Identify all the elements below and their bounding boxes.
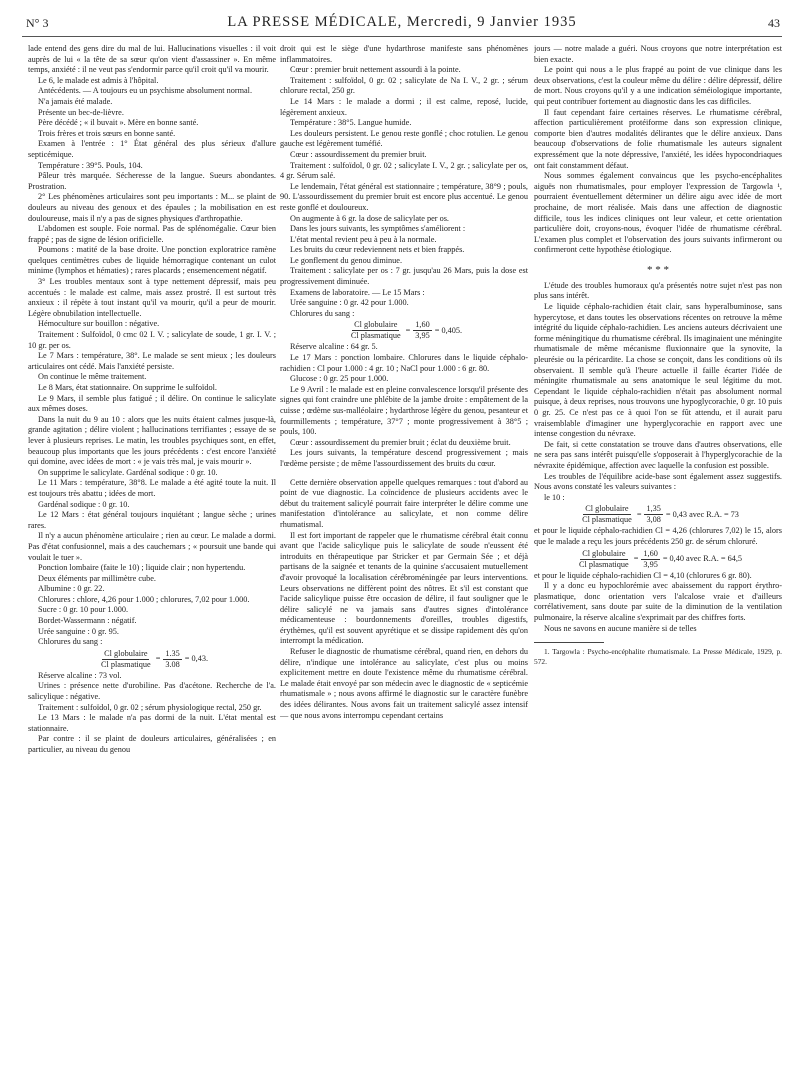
formula xyxy=(534,504,782,525)
section-separator-stars: * * * xyxy=(647,263,669,276)
formula-result: = 0,405. xyxy=(434,325,463,335)
formula-numerator-value: 1.35 xyxy=(165,648,180,658)
paragraph: et pour le liquide céphalo-rachidien Cl = 4,10 (chlorures 6 gr. 80). xyxy=(534,570,752,580)
paragraph: Il y a donc eu hypochlorémie avec abaissement du rapport érythro-plasmatique, donc orientation vers l'alcalose vraie et d'ailleurs corrélativement, sans doute par suite de la diminution de la ventilation pulmonaire, la réserve alcaline s'exprimait par des chiffres forts. xyxy=(534,581,782,622)
paragraph: Cette dernière observation appelle quelques remarques : tout d'abord au point de vue diagnostic. La coïncidence de plusieurs accidents avec le début du traitement salicylé pourrait faire interpréter le délire comme une manifestation d'intolérance au salicylate, et non comme délire rhumatismal. xyxy=(280,477,528,529)
paragraph: Refuser le diagnostic de rhumatisme cérébral, quand rien, en dehors du délire, n'indique une intolérance au salicylate, c'est plus ou moins explicitement mettre en doute l'existence même du rhumatisme cérébral. Le malade était envoyé par son médecin avec le diagnostic de « septicémie rhumatismale » ; nous avons affirmé le diagnostic sur le caractère funèbre des idées délirantes. Nous avons fait un traitement salicylé assez intensif — que nous avons interrompu cependant certains xyxy=(280,647,528,720)
paragraph: Chlorures : chlore, 4,26 pour 1.000 ; chlorures, 7,02 pour 1.000. xyxy=(38,594,250,604)
paragraph: Dans les jours suivants, les symptômes s'améliorent : xyxy=(290,224,466,234)
paragraph: Nous sommes également convaincus que les psycho-encéphalites aiguës non rhumatismales, pour employer l'expression de Targowla ¹, pourraient éventuellement déterminer un délire aigu avec idée de mort prochaine, de mort réalisée. Mais dans une affection de diagnostic difficile, tous les indices cliniques ont leur valeur, et cette orientation particulière doit, croyons-nous, évoquer l'idée de rhumatisme cérébral. L'examen plus complet et l'observation des jours suivants infirmeront ou confirmeront cette hypothèse étiologique. xyxy=(534,171,782,255)
paragraph: Les bruits du cœur redeviennent nets et bien frappés. xyxy=(290,245,465,255)
formula-numerator-value: 1,35 xyxy=(646,504,661,514)
paragraph: Il faut cependant faire certaines réserves. Le rhumatisme cérébral, affection particulièrement protéiforme dans son expression clinique, comporte bien d'autres modalités délirantes que le délire anxieux. Dans beaucoup d'observations de folie rhumatismale les auteurs signalent expressément que la note dépressive, l'anxiété, les idées hypocondriaques ont fait constamment défaut. xyxy=(534,107,782,170)
paragraph: Poumons : matité de la base droite. Une ponction exploratrice ramène quelques centimètres cubes de liquide hémorragique contenant un culot minime (lymphos et hématies) ; rares placards ; ensemencement négatif. xyxy=(28,245,276,276)
paragraph: et pour le liquide céphalo-rachidien Cl = 4,26 (chlorures 7,02) le 15, alors que le malade a reçu les jours précédents 250 gr. de sérum chloruré. xyxy=(534,526,782,546)
formula-result: = 0,43. xyxy=(184,654,209,664)
paragraph: Réserve alcaline : 73 vol. xyxy=(38,670,122,680)
paragraph: Température : 39°5. Pouls, 104. xyxy=(38,160,143,170)
paragraph: le 10 : xyxy=(544,492,565,502)
formula-result: = 0,40 avec R.A. = 64,5 xyxy=(662,553,743,563)
formula xyxy=(28,649,276,670)
paragraph: lade entend des gens dire du mal de lui. Hallucinations visuelles : il voit auprès de lui « la tête de sa sœur qu'on vient d'assassiner ». En même temps, anxiété : il ne veut pas s'endormir parce qu'il croit qu'il va mourir. xyxy=(28,44,276,75)
paragraph: Le 13 Mars : le malade n'a pas dormi de la nuit. L'état mental est stationnaire. xyxy=(28,713,276,733)
paragraph: Sucre : 0 gr. 10 pour 1.000. xyxy=(38,605,129,615)
paragraph: Pâleur très marquée. Sécheresse de la langue. Sueurs abondantes. Prostration. xyxy=(28,171,276,191)
journal-title: LA PRESSE MÉDICALE, Mercredi, 9 Janvier 1935 xyxy=(227,14,577,30)
paragraph: Par contre : il se plaint de douleurs articulaires, généralisées ; en particulier, au niveau du genou xyxy=(28,734,276,754)
paragraph: L'étude des troubles humoraux qu'a présentés notre sujet n'est pas non plus sans intérêt. xyxy=(534,280,782,301)
formula-numerator: Cl globulaire xyxy=(582,548,626,558)
formula-numerator-value: 1,60 xyxy=(415,320,430,330)
paragraph: Le 7 Mars : température, 38°. Le malade se sent mieux ; les douleurs articulaires ont cédé. Mais l'anxiété persiste. xyxy=(28,351,276,371)
paragraph: Traitement : sulfoïdol, 0 gr. 02 ; sérum physiologique rectal, 250 gr. xyxy=(38,702,262,712)
formula-denominator-value: 3,95 xyxy=(643,559,658,569)
paragraph: Urée sanguine : 0 gr. 42 pour 1.000. xyxy=(290,298,409,308)
paragraph: Examen à l'entrée : 1° État général des plus sérieux d'allure septicémique. xyxy=(28,139,276,159)
paragraph: Température : 38°5. Langue humide. xyxy=(290,118,412,128)
paragraph: Ponction lombaire (faite le 10) ; liquide clair ; non hypertendu. xyxy=(38,563,246,573)
formula-denominator: Cl plasmatique xyxy=(578,559,629,569)
formula xyxy=(280,320,528,341)
paragraph: Père décédé ; « il buvait ». Mère en bonne santé. xyxy=(38,118,199,128)
paragraph: Cœur : premier bruit nettement assourdi à la pointe. xyxy=(290,65,461,75)
column-2 xyxy=(280,44,528,1074)
formula-denominator: Cl plasmatique xyxy=(350,331,401,341)
paragraph: Les douleurs persistent. Le genou reste gonflé ; choc rotulien. Le genou gauche est légèrement tuméfié. xyxy=(280,128,528,149)
formula xyxy=(534,549,782,570)
equals-sign: = xyxy=(633,553,639,563)
equals-sign: = xyxy=(155,654,161,664)
paragraph: Le lendemain, l'état général est stationnaire ; température, 38°9 ; pouls, 90. L'assourdissement du premier bruit est encore plus accentué. Le genou reste gonflé et douloureux. xyxy=(280,181,528,212)
paragraph: Le liquide céphalo-rachidien était clair, sans hyperalbuminose, sans hypercytose, et dans toutes les observations récentes on retrouve la même intégrité du liquide céphalo-rachidien. Les anciens auteurs décrivaient une forme méningitique du rhumatisme cérébral. Ils imaginaient une méningite rhumatismale de même mécanisme fluxionnaire que la synovite, la pleurésie ou la péricardite. La chose se conçoit, dans les conditions où ils observaient. Il semble qu'à l'heure actuelle il faille écarter l'idée de méningite rhumatismale au sens anatomique le seul légitime du mot. Cependant le liquide céphalo-rachidien n'était pas absolument normal puisque, à deux reprises, nous trouvons une hypoglycorachie, 0 gr. 10 puis 0 gr. 25. Ce n'est pas ce à quoi l'on se fût attendu, et il aurait paru vraisemblable d'imaginer une hyperglycorachie en rapport avec une intense congestion du névraxe. xyxy=(534,302,782,439)
paragraph: On continue le même traitement. xyxy=(38,372,147,382)
paragraph: Les jours suivants, la température descend progressivement ; mais l'œdème persiste ; de même l'assourdissement des bruits du cœur. xyxy=(280,448,528,468)
formula-numerator: Cl globulaire xyxy=(104,648,148,658)
formula-denominator-value: 3.08 xyxy=(165,659,180,669)
paragraph: jours — notre malade a guéri. Nous croyons que notre interprétation est bien exacte. xyxy=(534,44,782,64)
paragraph: Dans la nuit du 9 au 10 : alors que les nuits étaient calmes jusque-là, grande agitation ; délire violent ; hallucinations terrifiantes ; essaye de se lever à plusieurs reprises. Le matin, les troubles psychiques sont, en effet, beaucoup plus importants que les jours précédents : c'est encore l'anxiété qui domine, avec idées de mort : « je vais très mal, je vais mourir ». xyxy=(28,414,276,467)
formula-denominator-value: 3,95 xyxy=(415,331,430,341)
page-number: 43 xyxy=(768,16,780,30)
paragraph: De fait, si cette constatation se trouve dans d'autres observations, elle ne sera pas sans intérêt puisqu'elle s'opposerait à l'hyperglycorachie de la névraxite épidémique, affection avec laquelle la confusion est possible. xyxy=(534,439,782,470)
paragraph: Antécédents. — A toujours eu un psychisme absolument normal. xyxy=(38,86,253,96)
paragraph: Traitement : salicylate per os : 7 gr. jusqu'au 26 Mars, puis la dose est progressivement diminuée. xyxy=(280,266,528,287)
paragraph: Le 9 Avril : le malade est en pleine convalescence lorsqu'il présente des signes qui font craindre une phlébite de la jambe droite : empâtement de la cuisse ; œdème sus-malléolaire ; hydarthrose légère du genou, pesanteur et fourmillements ; température, 37°7 ; monte progressivement à 38°5 ; pouls, 100. xyxy=(280,384,528,437)
paragraph: L'état mental revient peu à peu à la normale. xyxy=(290,234,437,244)
paragraph: Présente un bec-de-lièvre. xyxy=(38,107,124,117)
paragraph: Chlorures du sang : xyxy=(38,637,103,647)
paragraph: Le 17 Mars : ponction lombaire. Chlorures dans le liquide céphalo-rachidien : Cl pour 1.000 : 4 gr. 10 ; NaCl pour 1.000 : 6 gr. 80. xyxy=(280,353,528,373)
paragraph: Examens de laboratoire. — Le 15 Mars : xyxy=(290,287,425,297)
paragraph: droit qui est le siège d'une hydarthrose manifeste sans phénomènes inflammatoires. xyxy=(280,44,528,64)
paragraph: Bordet-Wassermann : négatif. xyxy=(38,616,137,626)
formula-numerator: Cl globulaire xyxy=(585,504,629,514)
paragraph: On augmente à 6 gr. la dose de salicylate per os. xyxy=(290,213,449,223)
paragraph: Le 11 Mars : température, 38°8. Le malade a été agité toute la nuit. Il est toujours très abattu ; idées de mort. xyxy=(28,478,276,498)
column-1 xyxy=(28,44,276,1074)
column-3 xyxy=(534,44,782,1074)
paragraph: Glucose : 0 gr. 25 pour 1.000. xyxy=(290,374,389,384)
paragraph: Cœur : assourdissement du premier bruit. xyxy=(290,149,427,159)
paragraph: Traitement : sulfoïdol, 0 gr. 02 ; salicylate I. V., 2 gr. ; salicylate per os, 4 gr. Sérum salé. xyxy=(280,160,528,181)
paragraph: Réserve alcaline : 64 gr. 5. xyxy=(290,342,378,352)
paragraph: N'a jamais été malade. xyxy=(38,96,113,106)
paragraph: Traitement : sulfoïdol, 0 gr. 02 ; salicylate de Na I. V., 2 gr. ; sérum chlorure rectal, 250 gr. xyxy=(280,75,528,96)
paragraph: Le 6, le malade est admis à l'hôpital. xyxy=(38,75,159,85)
paragraph: Urée sanguine : 0 gr. 95. xyxy=(38,626,119,636)
paragraph: 3° Les troubles mentaux sont à type nettement dépressif, mais peu accentués : le malade est calme, mais assez prostré. Il est surtout très anxieux : il répète à tout instant qu'il va mourir, qu'il a peur de mourir. Légère obnubilation intellectuelle. xyxy=(28,277,276,318)
paragraph: Le 14 Mars : le malade a dormi ; il est calme, reposé, lucide, légèrement anxieux. xyxy=(280,96,528,117)
equals-sign: = xyxy=(636,509,642,519)
footnote-divider xyxy=(534,642,604,643)
paragraph: Il est fort important de rappeler que le rhumatisme cérébral était connu avant que l'acide salicylique puis le salicylate de soude n'eussent été introduits en thérapeutique par Stricker et par Germain Sée ; et déjà partisans de la saignée et tenants de la quinine s'accusaient mutuellement d'avoir provoqué la localisation cérébroméningée par leurs interventions. Leurs observations ne diffèrent point des nôtres. Et s'il est constant que l'acide salicylique puisse être occasion de délire, il faut souligner que le délire salicylé ne va jamais sans d'autres signes d'intolérance médicamenteuse : bourdonnements d'oreilles, troubles digestifs, érythèmes, qu'il est souvent apyrétique et se dissipe rapidement dès qu'on interrompt la médication. xyxy=(280,530,528,646)
paragraph: Le 8 Mars, état stationnaire. On supprime le sulfoïdol. xyxy=(38,383,217,392)
footnote: 1. Targowla : Psycho-encéphalite rhumatismale. La Presse Médicale, 1929, p. 572. xyxy=(534,647,782,666)
equals-sign: = xyxy=(405,325,411,335)
paragraph: Deux éléments par millimètre cube. xyxy=(38,573,156,583)
paragraph: L'abdomen est souple. Foie normal. Pas de splénomégalie. Cœur bien frappé ; pas de signe de lésion orificielle. xyxy=(28,224,276,244)
paragraph: Il n'y a aucun phénomène articulaire ; rien au cœur. Le malade a dormi. Pas d'état confusionnel, mais a des cauchemars ; « poursuit une bande qui voulait le tuer ». xyxy=(28,531,276,562)
paragraph: Le 9 Mars, il semble plus fatigué ; il délire. On continue le salicylate aux mêmes doses. xyxy=(28,393,276,414)
paragraph: Gardénal sodique : 0 gr. 10. xyxy=(38,499,130,509)
page-header xyxy=(22,10,782,37)
paragraph: Cœur : assourdissement du premier bruit ; éclat du deuxième bruit. xyxy=(290,437,511,447)
paragraph: Traitement : Sulfoïdol, 0 cmc 02 I. V. ; salicylate de soude, 1 gr. I. V. ; 10 gr. per os. xyxy=(28,330,276,350)
paragraph: Chlorures du sang : xyxy=(290,308,355,318)
paragraph: 2° Les phénomènes articulaires sont peu importants : M... se plaint de douleurs au niveau des genoux et des épaules ; la mobilisation en est douloureuse, mais il n'y a pas de signes physiques d'arthropathie. xyxy=(28,192,276,223)
formula-denominator-value: 3,08 xyxy=(646,515,661,525)
issue-number: N° 3 xyxy=(26,16,49,30)
paragraph: Le gonflement du genou diminue. xyxy=(290,255,403,265)
formula-result: = 0,43 avec R.A. = 73 xyxy=(665,509,739,519)
paragraph: Le 12 Mars : état général toujours inquiétant ; langue sèche ; urines rares. xyxy=(28,510,276,530)
formula-numerator: Cl globulaire xyxy=(354,320,398,330)
paragraph: Les troubles de l'équilibre acide-base sont également assez suggestifs. Nous avons constaté les valeurs suivantes : xyxy=(534,471,782,492)
paragraph: Urines : présence nette d'urobiline. Pas d'acétone. Recherche de l'a. salicylique : négative. xyxy=(28,681,276,702)
paragraph: Trois frères et trois sœurs en bonne santé. xyxy=(38,128,176,138)
paragraph: Hémoculture sur bouillon : négative. xyxy=(38,319,160,329)
formula-denominator: Cl plasmatique xyxy=(582,515,632,525)
paragraph: Albumine : 0 gr. 22. xyxy=(38,584,105,594)
formula-numerator-value: 1,60 xyxy=(643,548,658,558)
formula-denominator: Cl plasmatique xyxy=(100,659,151,669)
paragraph: On supprime le salicylate. Gardénal sodique : 0 gr. 10. xyxy=(38,467,218,477)
paragraph: Nous ne savons en aucune manière si de telles xyxy=(544,623,697,633)
paragraph: Le point qui nous a le plus frappé au point de vue clinique dans les deux observations, c'est la couleur même du délire : délire dépressif, délire de mort. Nous croyons qu'il y a une indication séméiologique importante, qui peut contribuer fortement au diagnostic dans les cas difficiles. xyxy=(534,65,782,106)
